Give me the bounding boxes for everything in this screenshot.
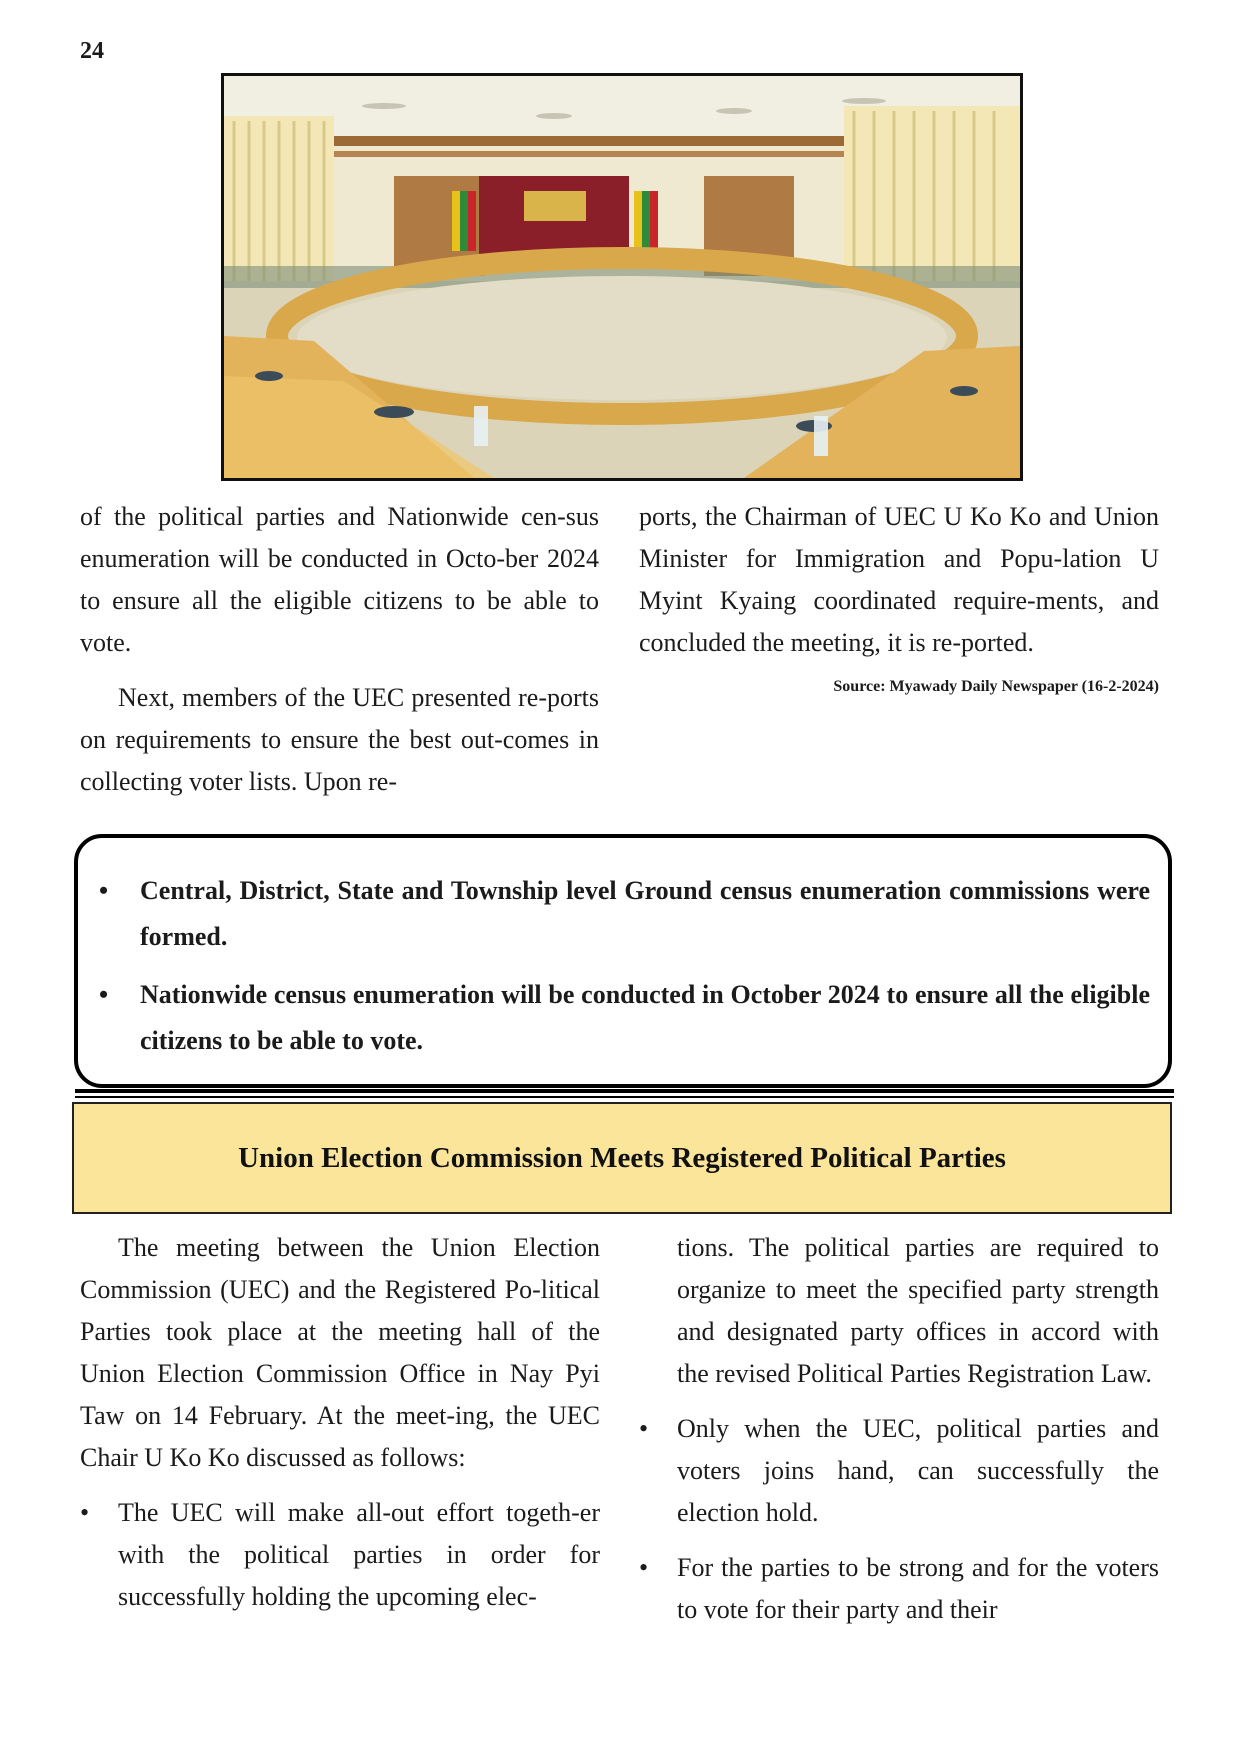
bullet-list — [639, 1408, 1159, 1631]
bullet-icon: • — [639, 1414, 649, 1443]
bullet-icon: • — [639, 1553, 649, 1582]
list-item-text: Only when the UEC, political parties and voters joins hand, can successfully the election hold. — [677, 1414, 1159, 1527]
list-item — [639, 1547, 1159, 1631]
list-item-text: The UEC will make all-out effort togeth-er with the political parties in order for successfully holding the upcoming elec- — [118, 1498, 600, 1611]
key-point-item — [94, 972, 1150, 1064]
meeting-hall-illustration — [224, 76, 1020, 478]
page-number: 24 — [80, 38, 104, 64]
list-item — [639, 1408, 1159, 1534]
article1-right-column — [639, 496, 1159, 699]
section-left-column — [80, 1227, 600, 1618]
section-divider — [75, 1089, 1174, 1093]
bullet-icon: • — [80, 1498, 90, 1527]
paragraph: tions. The political parties are required to organize to meet the specified party strength and designated party offices in accord with the revised Political Parties Registration Law. — [677, 1233, 1159, 1388]
paragraph: ports, the Chairman of UEC U Ko Ko and Union Minister for Immigration and Popu-lation U Myint Kyaing coordinated require-ments, and concluded the meeting, it is re-ported. — [639, 502, 1159, 657]
bullet-icon: • — [99, 876, 109, 905]
bullet-icon: • — [99, 980, 109, 1009]
bullet-list — [80, 1492, 600, 1618]
section-divider-thin — [75, 1096, 1174, 1098]
article1-left-column — [80, 496, 599, 803]
section-right-column — [639, 1227, 1159, 1631]
key-point-item — [94, 868, 1150, 960]
key-point-text: Nationwide census enumeration will be conducted in October 2024 to ensure all the eligible citizens to be able to vote. — [140, 980, 1150, 1055]
list-item-text: For the parties to be strong and for the voters to vote for their party and their — [677, 1553, 1159, 1624]
paragraph: The meeting between the Union Election Commission (UEC) and the Registered Po-litical Parties took place at the meeting hall of the Union Election Commission Office in Nay Pyi Taw on 14 February. At the meet-ing, the UEC Chair U Ko Ko discussed as follows: — [80, 1233, 600, 1472]
key-points-list — [94, 868, 1150, 1064]
list-item — [80, 1492, 600, 1618]
key-points-box — [74, 834, 1172, 1088]
section-title: Union Election Commission Meets Registered Political Parties — [238, 1141, 1006, 1174]
paragraph: of the political parties and Nationwide cen-sus enumeration will be conducted in Octo-ber 2024 to ensure all the eligible citizens to be able to vote. — [80, 502, 599, 657]
key-point-text: Central, District, State and Township level Ground census enumeration commissions were formed. — [140, 876, 1150, 951]
paragraph: Next, members of the UEC presented re-ports on requirements to ensure the best out-comes in collecting voter lists. Upon re- — [80, 683, 599, 796]
source-credit: Source: Myawady Daily Newspaper (16-2-2024) — [833, 678, 1159, 695]
meeting-hall-photo — [221, 73, 1023, 481]
section-title-banner — [72, 1102, 1172, 1214]
